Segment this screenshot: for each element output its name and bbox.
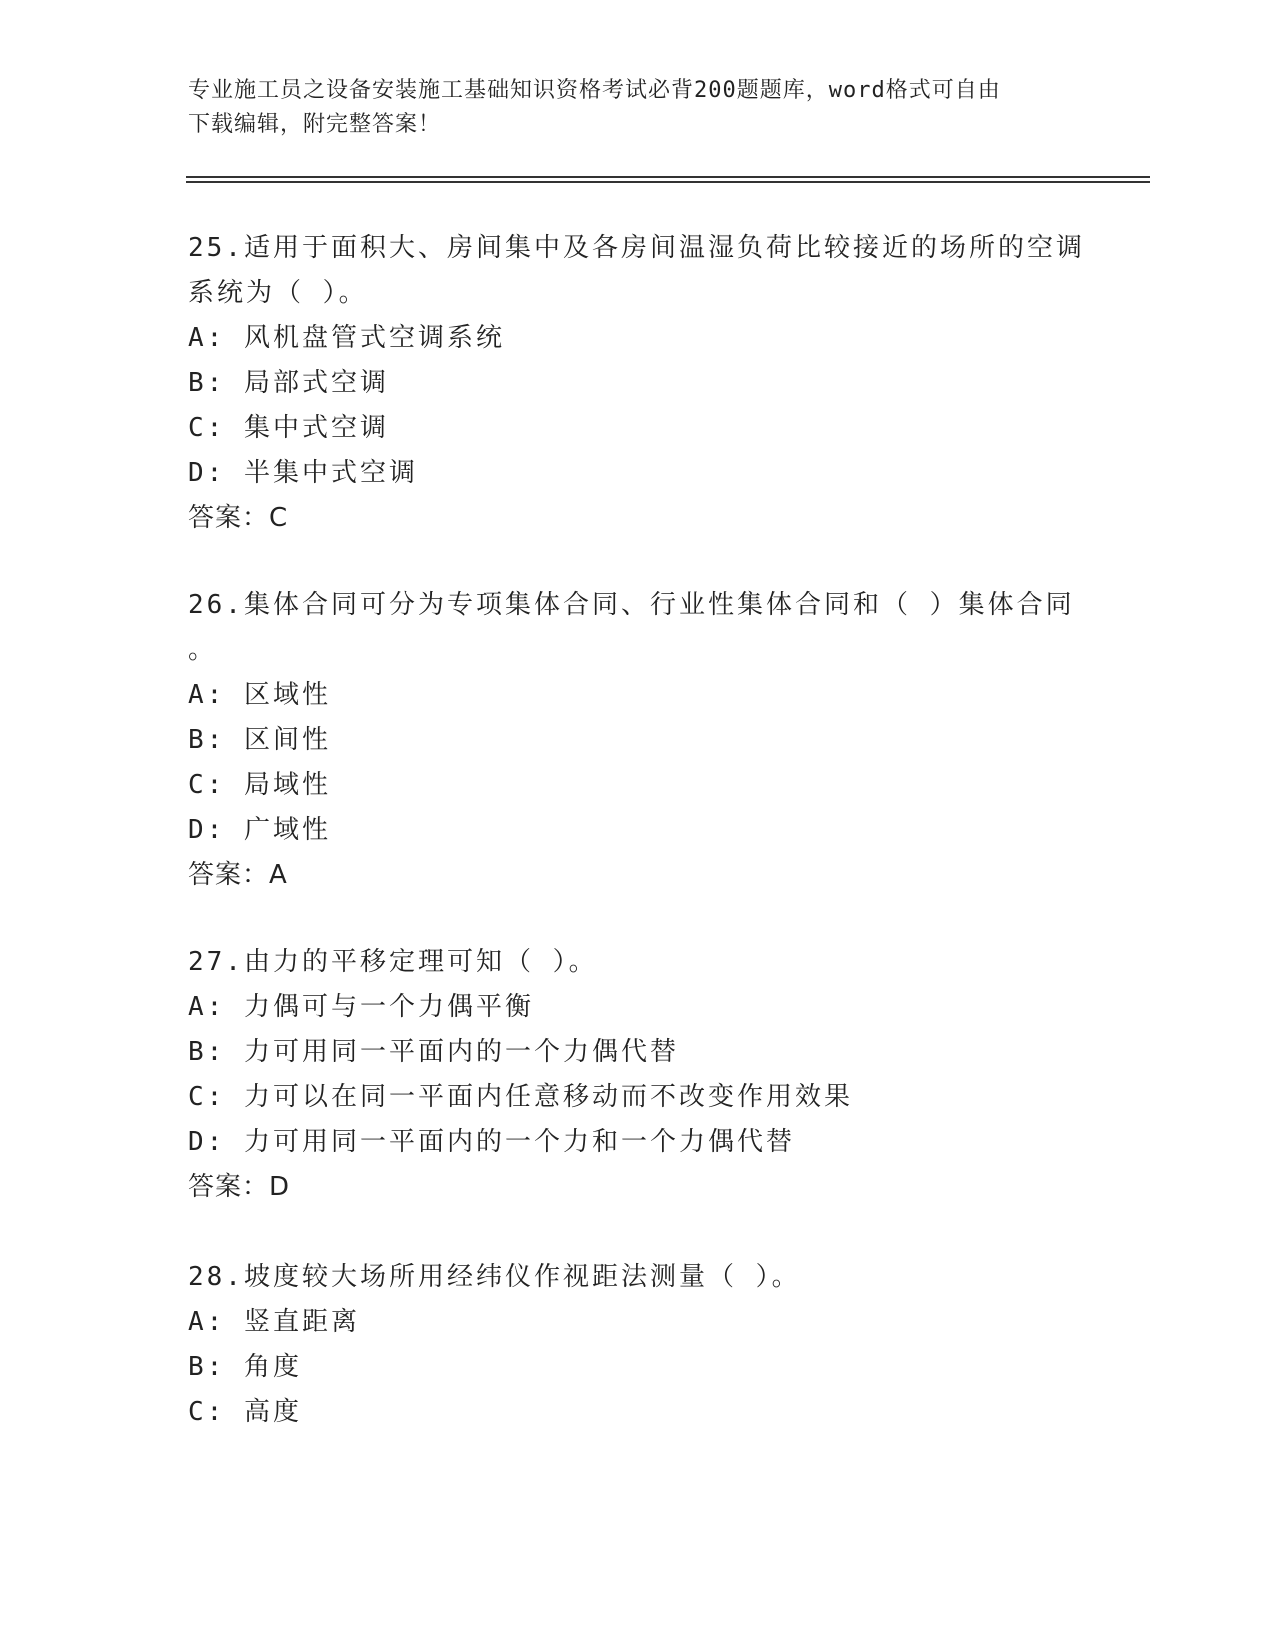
question-stem-line: 27.由力的平移定理可知（ ）。 (188, 947, 598, 977)
question-27 (188, 940, 1088, 1210)
question-stem-line: 。 (188, 635, 218, 665)
question-stem-line: 28.坡度较大场所用经纬仪作视距法测量（ ）。 (188, 1262, 801, 1292)
question-25 (188, 226, 1088, 541)
answer: 答案：C (188, 503, 289, 533)
option-d: D: 广域性 (188, 815, 331, 845)
option-b: B: 角度 (188, 1352, 302, 1382)
question-stem-line: 系统为（ ）。 (188, 278, 368, 308)
question-stem-line: 26.集体合同可分为专项集体合同、行业性集体合同和（ ）集体合同 (188, 590, 1075, 620)
header-line-2: 下载编辑，附完整答案！ (188, 112, 442, 137)
header-divider-top (186, 176, 1150, 178)
document-header (188, 74, 1068, 142)
question-stem-line: 25.适用于面积大、房间集中及各房间温湿负荷比较接近的场所的空调 (188, 233, 1085, 263)
option-d: D: 力可用同一平面内的一个力和一个力偶代替 (188, 1127, 795, 1157)
option-a: A: 区域性 (188, 680, 331, 710)
option-b: B: 区间性 (188, 725, 331, 755)
question-26 (188, 583, 1088, 898)
header-divider-bottom (186, 181, 1150, 183)
option-b: B: 力可用同一平面内的一个力偶代替 (188, 1037, 679, 1067)
header-line-1: 专业施工员之设备安装施工基础知识资格考试必背200题题库，word格式可自由 (188, 78, 1001, 103)
option-a: A: 风机盘管式空调系统 (188, 323, 505, 353)
answer: 答案：A (188, 860, 288, 890)
option-c: C: 集中式空调 (188, 413, 389, 443)
option-c: C: 局域性 (188, 770, 331, 800)
question-28 (188, 1255, 1088, 1435)
option-b: B: 局部式空调 (188, 368, 389, 398)
option-a: A: 力偶可与一个力偶平衡 (188, 992, 534, 1022)
option-d: D: 半集中式空调 (188, 458, 418, 488)
option-c: C: 力可以在同一平面内任意移动而不改变作用效果 (188, 1082, 853, 1112)
answer: 答案：D (188, 1172, 291, 1202)
option-a: A: 竖直距离 (188, 1307, 360, 1337)
option-c: C: 高度 (188, 1397, 302, 1427)
